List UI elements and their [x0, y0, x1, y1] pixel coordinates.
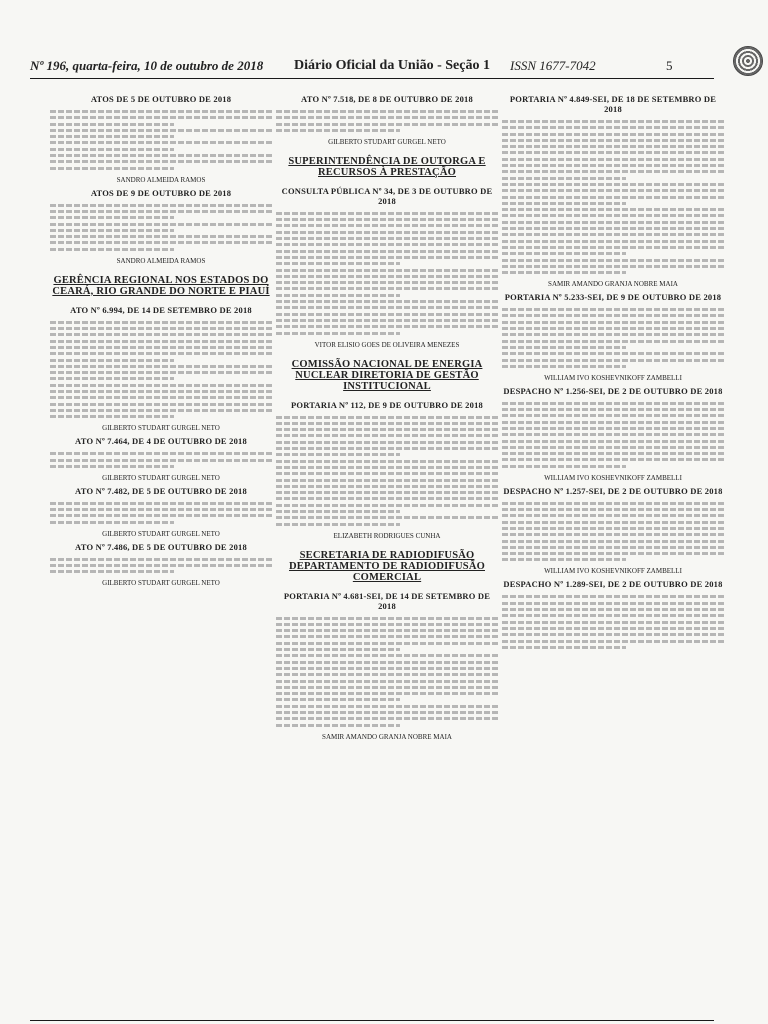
column-2-block-1: [276, 110, 498, 132]
column-2: [276, 90, 498, 1010]
heading-11: DESPACHO Nº 1.257-SEI, DE 2 DE OUTUBRO DE 2018: [503, 485, 723, 496]
section-heading-4: SECRETARIA DE RADIODIFUSÃO DEPARTAMENTO DE RADIODIFUSÃO COMERCIAL: [289, 549, 485, 583]
column-2-title: ATO Nº 7.518, DE 8 DE OUTUBRO DE 2018: [301, 94, 473, 104]
heading-10: DESPACHO Nº 1.256-SEI, DE 2 DE OUTUBRO DE 2018: [503, 385, 723, 396]
signature-14: WILLIAM IVO KOSHEVNIKOFF ZAMBELLI: [544, 567, 682, 576]
signature-9: ELIZABETH RODRIGUES CUNHA: [333, 531, 441, 540]
column-1-block-4: [50, 452, 272, 468]
column-3-block-4: [502, 502, 724, 562]
column-1-block-6: [50, 558, 272, 574]
heading-2: ATO Nº 6.994, DE 14 DE SETEMBRO DE 2018: [70, 304, 252, 315]
column-1-block-2: [50, 204, 272, 251]
column-3-block-3: [502, 402, 724, 468]
signature-13: WILLIAM IVO KOSHEVNIKOFF ZAMBELLI: [544, 473, 682, 482]
column-2-block-2: [276, 212, 498, 335]
signature-12: WILLIAM IVO KOSHEVNIKOFF ZAMBELLI: [544, 373, 682, 382]
column-1-block-3: [50, 321, 272, 418]
column-1-title: ATOS DE 5 DE OUTUBRO DE 2018: [90, 94, 232, 104]
heading-5: ATO Nº 7.486, DE 5 DE OUTUBRO DE 2018: [75, 541, 247, 552]
heading-8: PORTARIA Nº 4.681-SEI, DE 14 DE SETEMBRO DE 2018: [283, 590, 491, 611]
issn-number: ISSN 1677-7042: [510, 58, 596, 73]
heading-12: DESPACHO Nº 1.289-SEI, DE 2 DE OUTUBRO DE 2018: [503, 579, 723, 590]
signature-10: SAMIR AMANDO GRANJA NOBRE MAIA: [322, 732, 452, 741]
signature-8: VITOR ELISIO GOES DE OLIVEIRA MENEZES: [314, 340, 460, 349]
imprensa-nacional-logo-icon: [733, 46, 763, 76]
signature-3: GILBERTO STUDART GURGEL NETO: [102, 424, 220, 433]
signature-5: GILBERTO STUDART GURGEL NETO: [102, 529, 220, 538]
masthead-rule: [30, 78, 714, 79]
signature-1: SANDRO ALMEIDA RAMOS: [116, 175, 206, 184]
edition-info: Nº 196, quarta-feira, 10 de outubro de 2018: [30, 58, 264, 73]
column-1-block-1: [50, 110, 272, 170]
column-1: [50, 90, 272, 1010]
column-3-block-2: [502, 308, 724, 368]
heading-9: PORTARIA Nº 5.233-SEI, DE 9 DE OUTUBRO DE 2018: [504, 292, 722, 303]
column-3-block-5: [502, 595, 724, 648]
heading-3: ATO Nº 7.464, DE 4 DE OUTUBRO DE 2018: [75, 436, 247, 447]
column-3: [502, 90, 724, 1010]
signature-7: GILBERTO STUDART GURGEL NETO: [328, 137, 446, 146]
heading-7: PORTARIA Nº 112, DE 9 DE OUTUBRO DE 2018: [291, 399, 483, 410]
page-number: 5: [666, 58, 673, 73]
footer-rule: [30, 1020, 714, 1021]
heading-4: ATO Nº 7.482, DE 5 DE OUTUBRO DE 2018: [75, 485, 247, 496]
signature-2: SANDRO ALMEIDA RAMOS: [116, 256, 206, 265]
signature-6: GILBERTO STUDART GURGEL NETO: [102, 579, 220, 588]
section-heading-3: COMISSÃO NACIONAL DE ENERGIA NUCLEAR DIRETORIA DE GESTÃO INSTITUCIONAL: [291, 358, 483, 392]
section-heading-1: GERÊNCIA REGIONAL NOS ESTADOS DO CEARÁ, RIO GRANDE DO NORTE E PIAUÍ: [52, 274, 270, 297]
section-heading-2: SUPERINTENDÊNCIA DE OUTORGA E RECURSOS À PRESTAÇÃO: [288, 155, 486, 178]
column-3-title: PORTARIA Nº 4.849-SEI, DE 18 DE SETEMBRO DE 2018: [509, 94, 717, 114]
column-3-block-1: [502, 120, 724, 274]
signature-11: SAMIR AMANDO GRANJA NOBRE MAIA: [548, 280, 678, 289]
column-2-block-4: [276, 617, 498, 727]
signature-4: GILBERTO STUDART GURGEL NETO: [102, 473, 220, 482]
publication-title: Diário Oficial da União - Seção 1: [294, 58, 490, 73]
heading-1: ATOS DE 9 DE OUTUBRO DE 2018: [90, 187, 232, 198]
column-1-block-5: [50, 502, 272, 524]
column-2-block-3: [276, 416, 498, 526]
heading-6: CONSULTA PÚBLICA Nº 34, DE 3 DE OUTUBRO DE 2018: [281, 185, 493, 206]
